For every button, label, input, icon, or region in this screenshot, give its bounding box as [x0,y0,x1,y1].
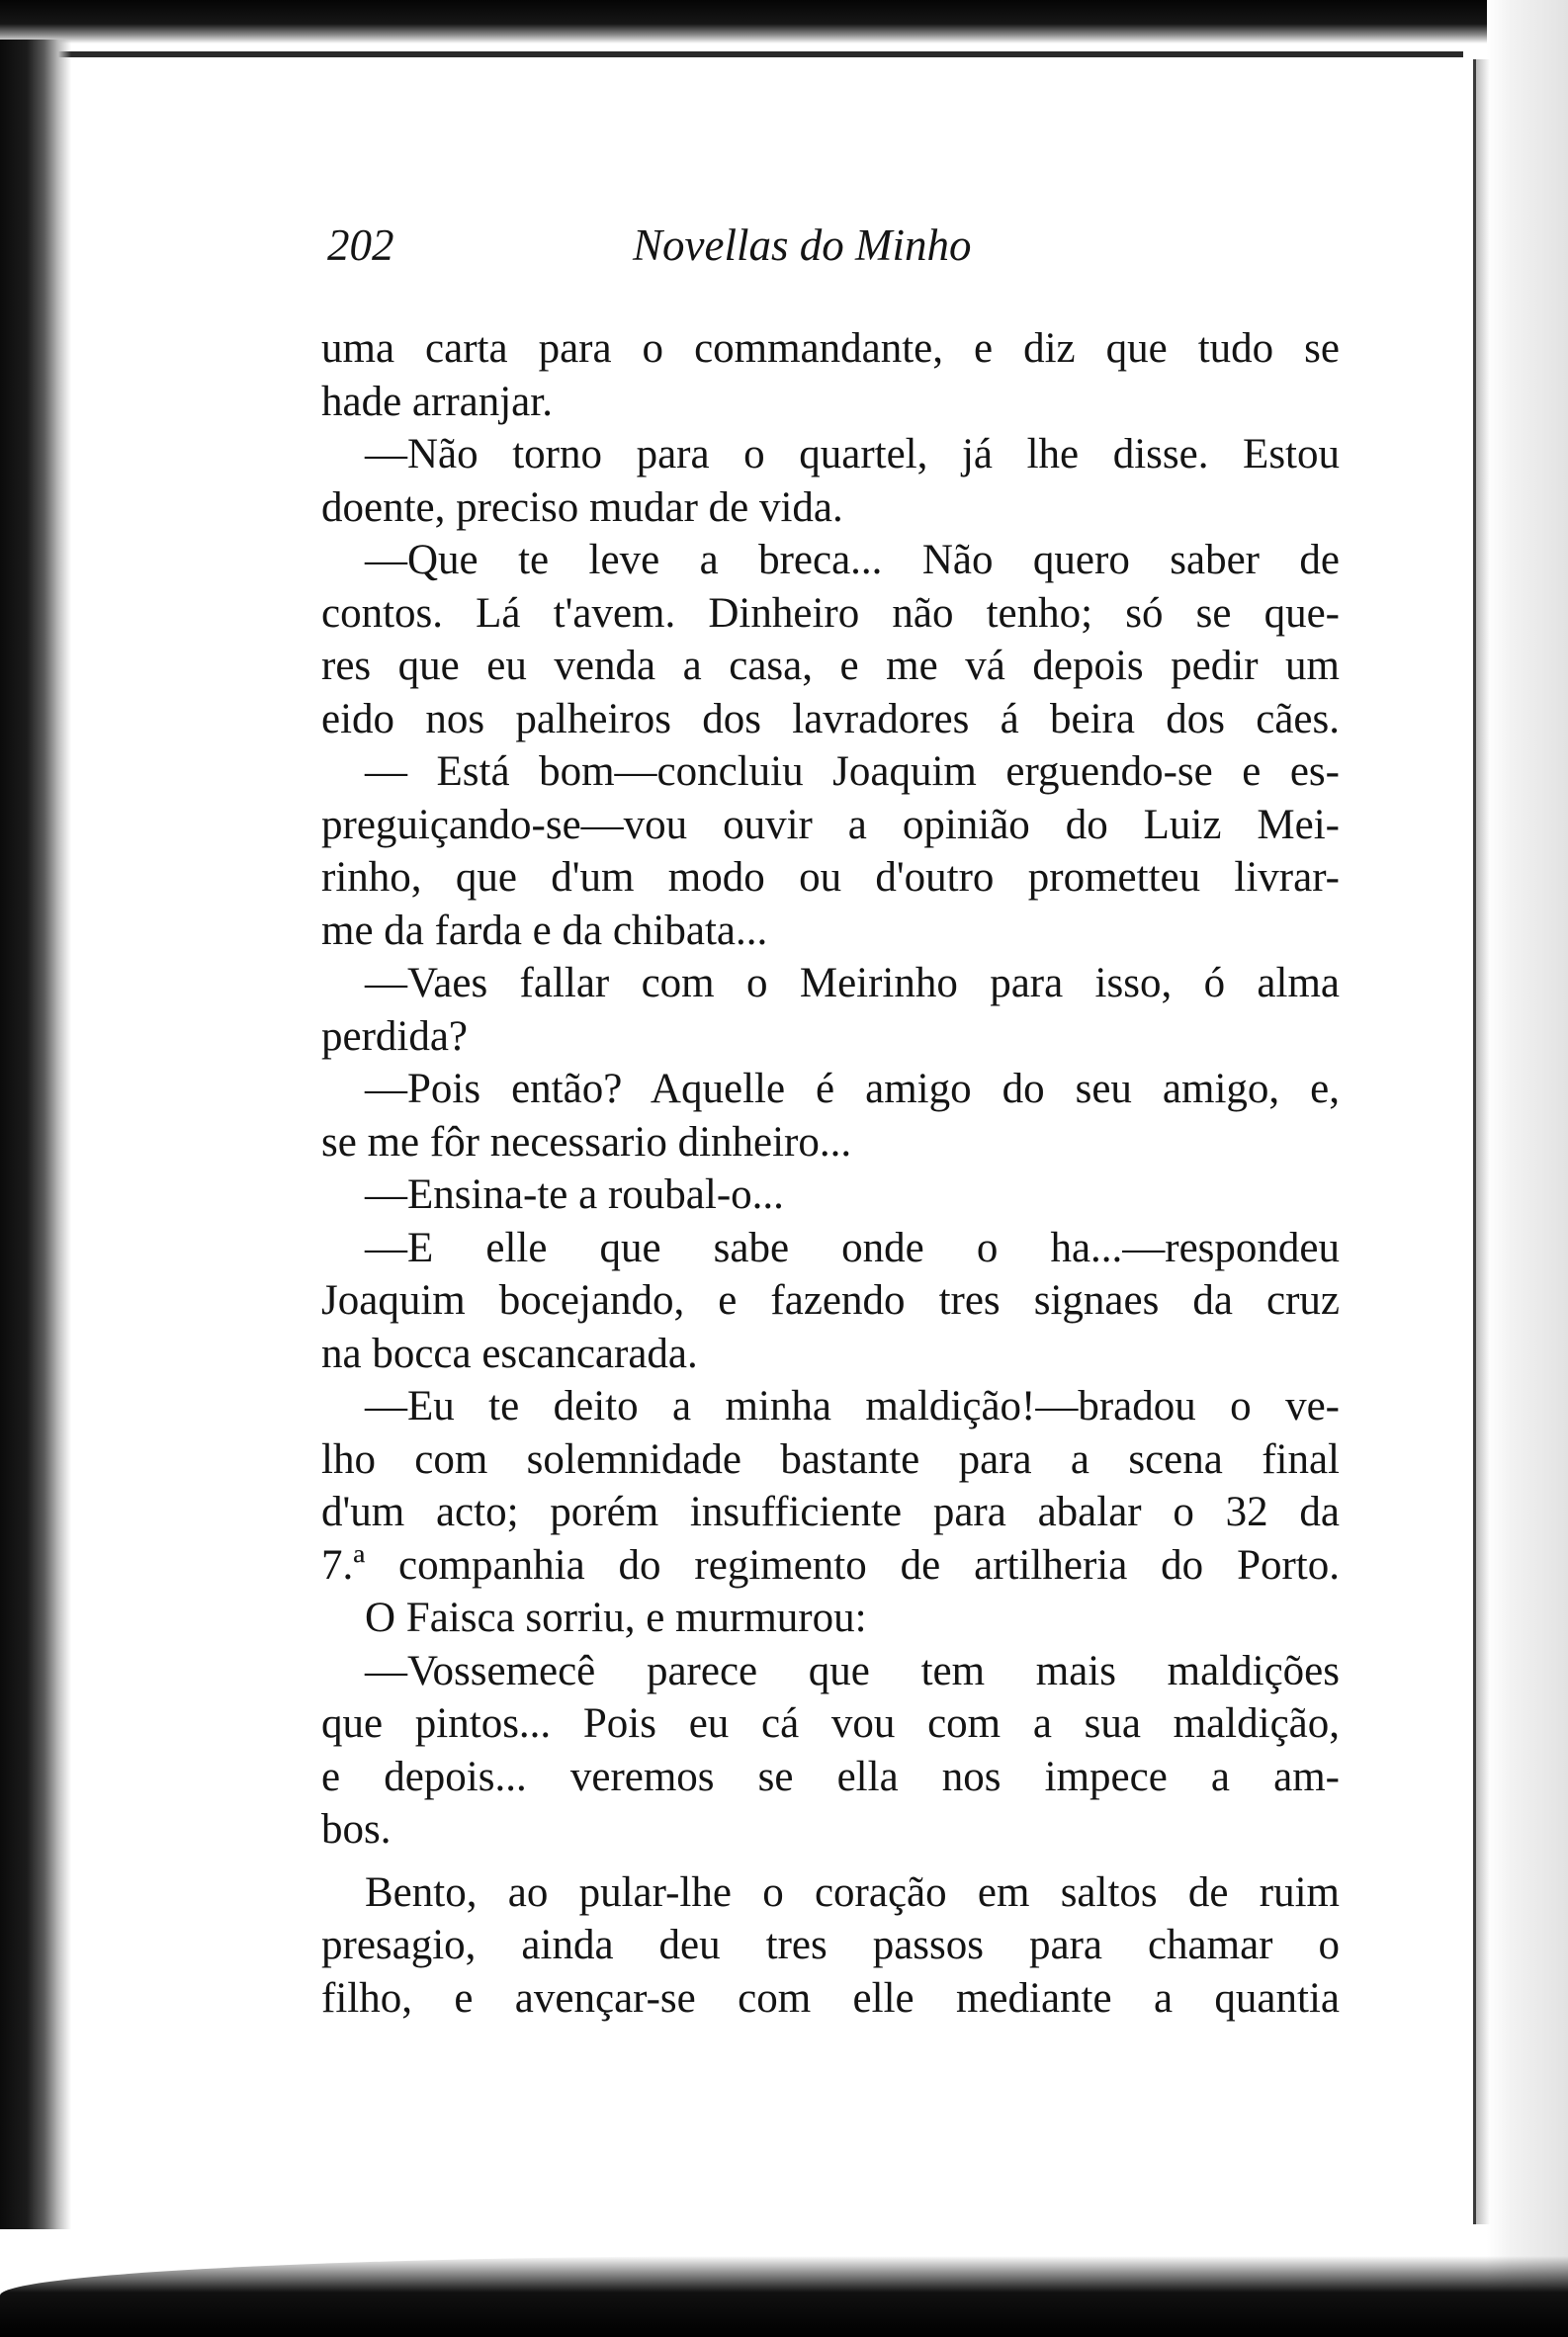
text-line: rinho, que d'um modo ou d'outro prometteu livrar- [321,854,1340,901]
scan-top-rule [40,51,1463,57]
scan-right-margin [1487,0,1568,2337]
text-line: —Pois então? Aquelle é amigo do seu amigo, e, [365,1066,1340,1112]
text-line: —Eu te deito a minha maldição!—bradou o ve- [365,1383,1340,1429]
scan-binding-edge [0,40,71,2229]
text-line: doente, preciso mudar de vida. [321,483,843,531]
text-line: contos. Lá t'avem. Dinheiro não tenho; só se que- [321,589,1340,637]
body-text [321,322,1340,2025]
book-page [321,219,1340,2025]
text-line: d'um acto; porém insufficiente para abalar o 32 da [321,1489,1340,1535]
text-line: lho com solemnidade bastante para a scena final [321,1435,1340,1483]
text-line: que pintos... Pois eu cá vou com a sua maldição, [321,1700,1340,1747]
text-line: —Não torno para o quartel, já lhe disse. Estou [365,431,1340,477]
text-line: res que eu venda a casa, e me vá depois pedir um [321,643,1340,689]
text-line: 7.ª companhia do regimento de artilheria do Porto. [321,1541,1340,1589]
text-line: —Ensina-te a roubal-o... [365,1171,784,1218]
text-line: eido nos palheiros dos lavradores á beira dos cães. [321,695,1340,742]
text-line: me da farda e da chibata... [321,907,768,954]
text-line: Joaquim bocejando, e fazendo tres signaes da cruz [321,1277,1340,1324]
running-title: Novellas do Minho [633,220,972,270]
text-line: —Que te leve a breca... Não quero saber de [365,537,1340,583]
text-line: presagio, ainda deu tres passos para chamar o [321,1922,1340,1968]
text-line: hade arranjar. [321,378,553,425]
page-number: 202 [327,220,394,270]
text-line: Bento, ao pular-lhe o coração em saltos de ruim [365,1868,1340,1916]
running-head [321,219,1340,289]
text-line: uma carta para o commandante, e diz que tudo se [321,325,1340,372]
text-line: — Está bom—concluiu Joaquim erguendo-se e es- [365,748,1340,795]
scan-top-edge [0,0,1568,43]
text-line: O Faisca sorriu, e murmurou: [365,1595,867,1641]
text-line: bos. [321,1806,392,1853]
text-line: e depois... veremos se ella nos impece a am- [321,1753,1340,1800]
text-line: filho, e avençar-se com elle mediante a quantia [321,1974,1340,2022]
text-line: —Vaes fallar com o Meirinho para isso, ó alma [365,960,1340,1006]
scan-right-edge [1473,59,1490,2224]
scan-bottom-edge [0,2256,1568,2337]
text-line: na bocca escancarada. [321,1330,698,1377]
text-line: preguiçando-se—vou ouvir a opinião do Luiz Mei- [321,801,1340,848]
text-line: —E elle que sabe onde o ha...—respondeu [365,1224,1340,1271]
text-line: —Vossemecê parece que tem mais maldições [365,1647,1340,1694]
text-line: se me fôr necessario dinheiro... [321,1118,852,1166]
text-line: perdida? [321,1012,469,1060]
paragraph-gap [321,1857,1340,1866]
